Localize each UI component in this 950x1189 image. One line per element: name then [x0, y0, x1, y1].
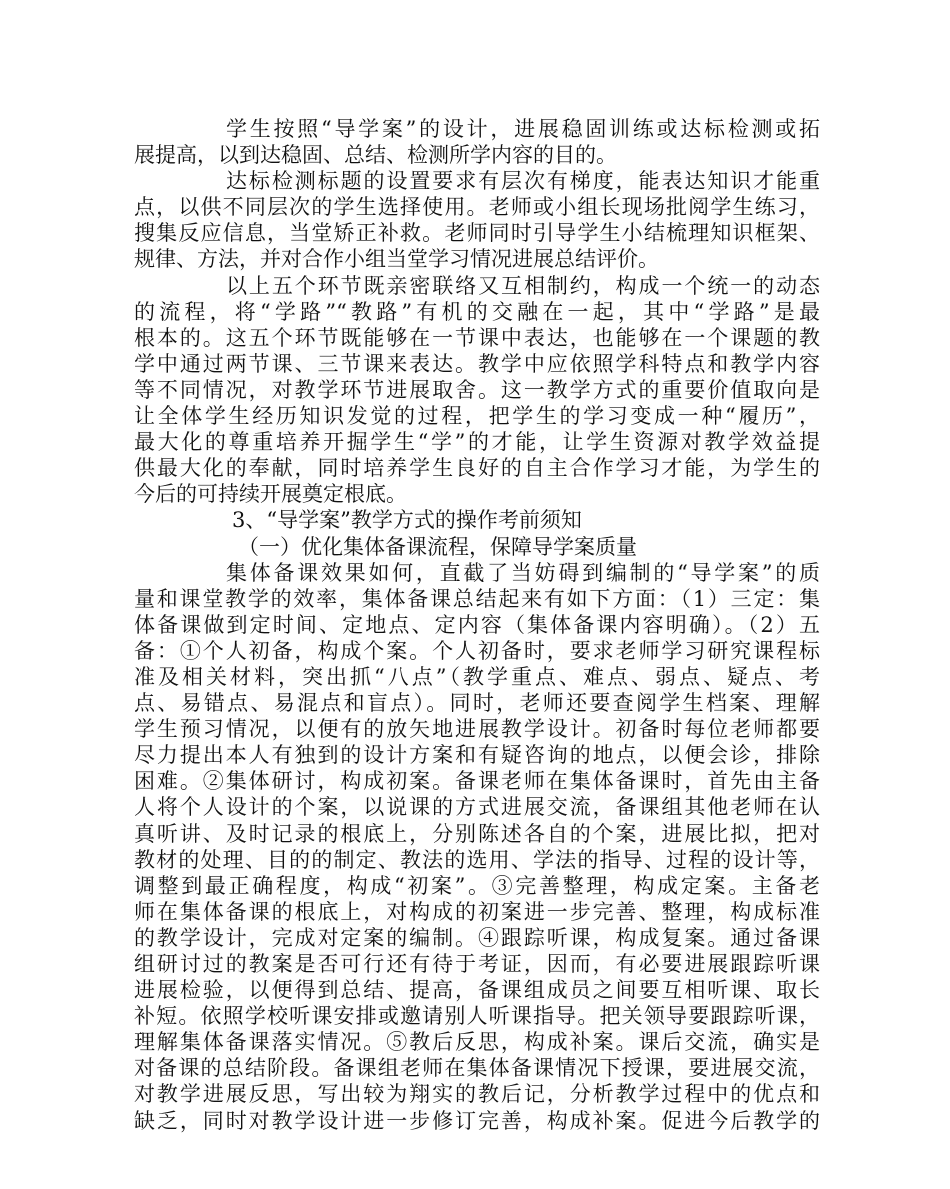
paragraph-p3: [134, 273, 820, 508]
text-line: 供最大化的奉献，同时培养学生良好的自主合作学习才能，为学生的: [134, 456, 820, 481]
text-line: 学生按照“导学案”的设计，进展稳固训练或达标检测或拓: [226, 117, 820, 141]
paragraph-h2: [134, 534, 820, 560]
text-line: 达标检测标题的设置要求有层次有梯度，能表达知识才能重: [226, 169, 820, 194]
text-line: 准及相关材料，突出抓“八点”（教学重点、难点、弱点、疑点、考: [134, 664, 820, 689]
text-line: 对备课的总结阶段。备课组老师在集体备课情况下授课，要进展交流，: [134, 1056, 820, 1081]
text-line: 调整到最正确程度，构成“初案”。③完善整理，构成定案。主备老: [134, 873, 820, 898]
text-line: 备：①个人初备，构成个案。个人初备时，要求老师学习研究课程标: [134, 638, 820, 663]
text-line: 根本的。这五个环节既能够在一节课中表达，也能够在一个课题的教: [134, 325, 820, 350]
text-line: 体备课做到定时间、定地点、定内容（集体备课内容明确）。（2）五: [134, 612, 820, 637]
text-line: 尽力提出本人有独到的设计方案和有疑咨询的地点，以便会诊，排除: [134, 743, 820, 768]
text-line: 今后的可持续开展奠定根底。: [134, 482, 407, 507]
text-line: 点，以供不同层次的学生选择使用。老师或小组长现场批阅学生练习，: [134, 195, 820, 220]
text-line: 组研讨过的教案是否可行还有待于考证，因而，有必要进展跟踪听课: [134, 952, 820, 976]
text-line: 教材的处理、目的的制定、教法的选用、学法的指导、过程的设计等，: [134, 847, 820, 872]
text-line: 师在集体备课的根底上，对构成的初案进一步完善、整理，构成标准: [134, 899, 820, 924]
text-line: 点、易错点、易混点和盲点）。同时，老师还要查阅学生档案、理解: [134, 691, 820, 716]
paragraph-p2: [134, 168, 820, 272]
text-line: 真听讲、及时记录的根底上，分别陈述各自的个案，进展比拟，把对: [134, 821, 820, 846]
text-line: 人将个人设计的个案，以说课的方式进展交流，备课组其他老师在认: [134, 795, 820, 820]
text-line: 困难。②集体研讨，构成初案。备课老师在集体备课时，首先由主备: [134, 769, 820, 794]
text-line: 集体备课效果如何，直截了当妨碍到编制的“导学案”的质: [226, 560, 820, 585]
text-line: 最大化的尊重培养开掘学生“学”的才能，让学生资源对教学效益提: [134, 430, 820, 455]
text-line: 对教学进展反思，写出较为翔实的教后记，分析教学过程中的优点和: [134, 1082, 820, 1107]
text-line: 搜集反应信息，当堂矫正补救。老师同时引导学生小结梳理知识框架、: [134, 221, 820, 246]
text-line: 进展检验，以便得到总结、提高，备课组成员之间要互相听课、取长: [134, 978, 820, 1003]
text-line: 理解集体备课落实情况。⑤教后反思，构成补案。课后交流，确实是: [134, 1030, 820, 1055]
text-line: 补短。依照学校听课安排或邀请别人听课指导。把关领导要跟踪听课，: [134, 1004, 820, 1029]
text-line: （一）优化集体备课流程，保障导学案质量: [238, 534, 637, 559]
paragraph-p4: [134, 560, 820, 1134]
text-line: 等不同情况，对教学环节进展取舍。这一教学方式的重要价值取向是: [134, 377, 820, 402]
text-line: 让全体学生经历知识发觉的过程，把学生的学习变成一种“履历”，: [134, 404, 820, 429]
text-line: 的流程，将“学路”“教路”有机的交融在一起，其中“学路”是最: [134, 299, 820, 324]
document-page: [134, 116, 820, 1134]
text-line: 量和课堂教学的效率，集体备课总结起来有如下方面：（1）三定：集: [134, 586, 820, 611]
text-line: 学生预习情况，以便有的放矢地进展教学设计。初备时每位老师都要: [134, 717, 820, 742]
text-line: 以上五个环节既亲密联络又互相制约，构成一个统一的动态: [226, 273, 820, 298]
paragraph-p1: [134, 116, 820, 168]
text-line: 规律、方法，并对合作小组当堂学习情况进展总结评价。: [134, 247, 659, 272]
text-line: 3、“导学案”教学方式的操作考前须知: [232, 508, 582, 533]
text-line: 展提高，以到达稳固、总结、检测所学内容的目的。: [134, 143, 617, 168]
text-line: 的教学设计，完成对定案的编制。④跟踪听课，构成复案。通过备课: [134, 925, 820, 950]
text-line: 学中通过两节课、三节课来表达。教学中应依照学科特点和教学内容: [134, 351, 820, 376]
paragraph-h1: [134, 507, 820, 533]
text-line: 缺乏，同时对教学设计进一步修订完善，构成补案。促进今后教学的: [134, 1108, 820, 1133]
